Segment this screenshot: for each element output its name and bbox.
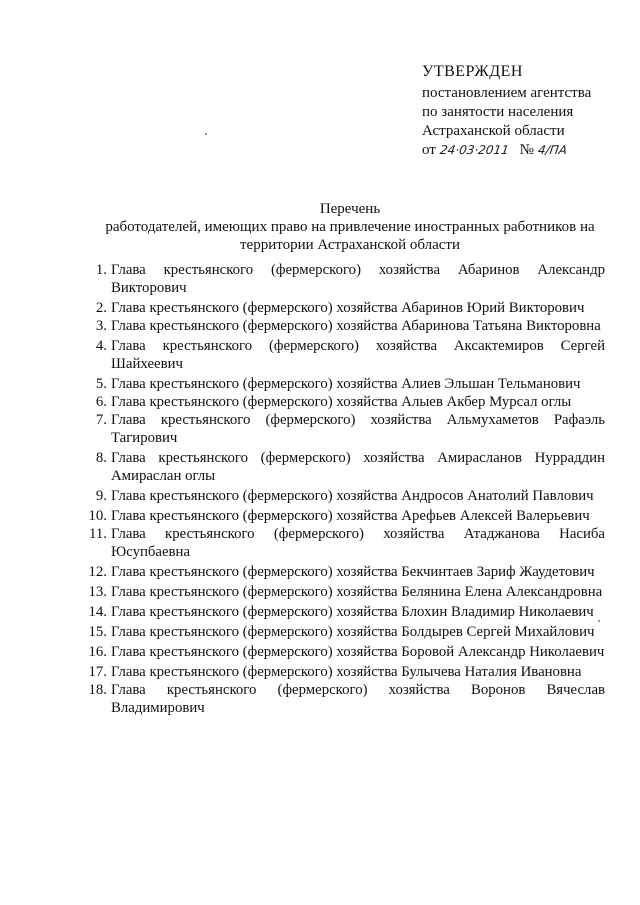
list-item: 8. Глава крестьянского (фермерского) хозяйства Амирасланов Нурраддин Амираслан оглы bbox=[95, 450, 605, 484]
list-item: 11. Глава крестьянского (фермерского) хозяйства Атаджанова Насиба Юсупбаевна bbox=[89, 526, 605, 560]
approval-title: УТВЕРЖДЕН bbox=[422, 63, 523, 80]
heading-title: Перечень bbox=[319, 201, 381, 217]
list-item: 2. Глава крестьянского (фермерского) хозяйства Абаринов Юрий Викторович bbox=[95, 300, 585, 316]
list-item: 12. Глава крестьянского (фермерского) хозяйства Бекчинтаев Зариф Жаудетович bbox=[88, 564, 595, 580]
number-prefix: № bbox=[519, 142, 534, 158]
list-item: 7. Глава крестьянского (фермерского) хозяйства Альмухаметов Рафаэль Тагирович bbox=[95, 412, 605, 446]
approval-date-line bbox=[422, 141, 622, 160]
list-item: 4. Глава крестьянского (фермерского) хозяйства Аксактемиров Сергей Шайхеевич bbox=[95, 338, 605, 372]
list-item: 9. Глава крестьянского (фермерского) хозяйства Андросов Анатолий Павлович bbox=[95, 488, 594, 504]
approval-line: Астраханской области bbox=[422, 123, 565, 139]
list-item: 17. Глава крестьянского (фермерского) хозяйства Булычева Наталия Ивановна bbox=[88, 664, 582, 680]
list-item: 5. Глава крестьянского (фермерского) хозяйства Алиев Эльшан Тельманович bbox=[95, 376, 581, 392]
date-prefix: от bbox=[422, 142, 436, 158]
handwritten-date: 24·03·2011 bbox=[438, 143, 510, 157]
list-item: 1. Глава крестьянского (фермерского) хозяйства Абаринов Александр Викторович bbox=[95, 262, 605, 296]
document-heading bbox=[90, 200, 610, 254]
employer-list bbox=[85, 261, 605, 719]
list-item: 16. Глава крестьянского (фермерского) хозяйства Боровой Александр Николаевич bbox=[88, 644, 605, 660]
approval-line: по занятости населения bbox=[422, 104, 574, 120]
list-item: 3. Глава крестьянского (фермерского) хозяйства Абаринова Татьяна Викторовна bbox=[95, 318, 601, 334]
list-item: 6. Глава крестьянского (фермерского) хозяйства Алыев Акбер Мурсал оглы bbox=[95, 394, 572, 410]
list-item: 10. Глава крестьянского (фермерского) хозяйства Арефьев Алексей Валерьевич bbox=[88, 508, 590, 524]
heading-subtitle: территории Астраханской области bbox=[239, 237, 460, 253]
approval-stamp-block bbox=[422, 62, 622, 160]
approval-line: постановлением агентства bbox=[422, 85, 592, 101]
scan-speck bbox=[205, 133, 207, 135]
list-item: 18. Глава крестьянского (фермерского) хозяйства Воронов Вячеслав Владимирович bbox=[88, 682, 605, 716]
list-item: 15. Глава крестьянского (фермерского) хозяйства Болдырев Сергей Михайлович bbox=[88, 624, 595, 640]
handwritten-number: 4/ПА bbox=[536, 143, 568, 157]
heading-subtitle: работодателей, имеющих право на привлечение иностранных работников на bbox=[105, 219, 595, 235]
list-item: 13. Глава крестьянского (фермерского) хозяйства Белянина Елена Александровна bbox=[88, 584, 603, 600]
list-item: 14. Глава крестьянского (фермерского) хозяйства Блохин Владимир Николаевич bbox=[88, 604, 594, 620]
